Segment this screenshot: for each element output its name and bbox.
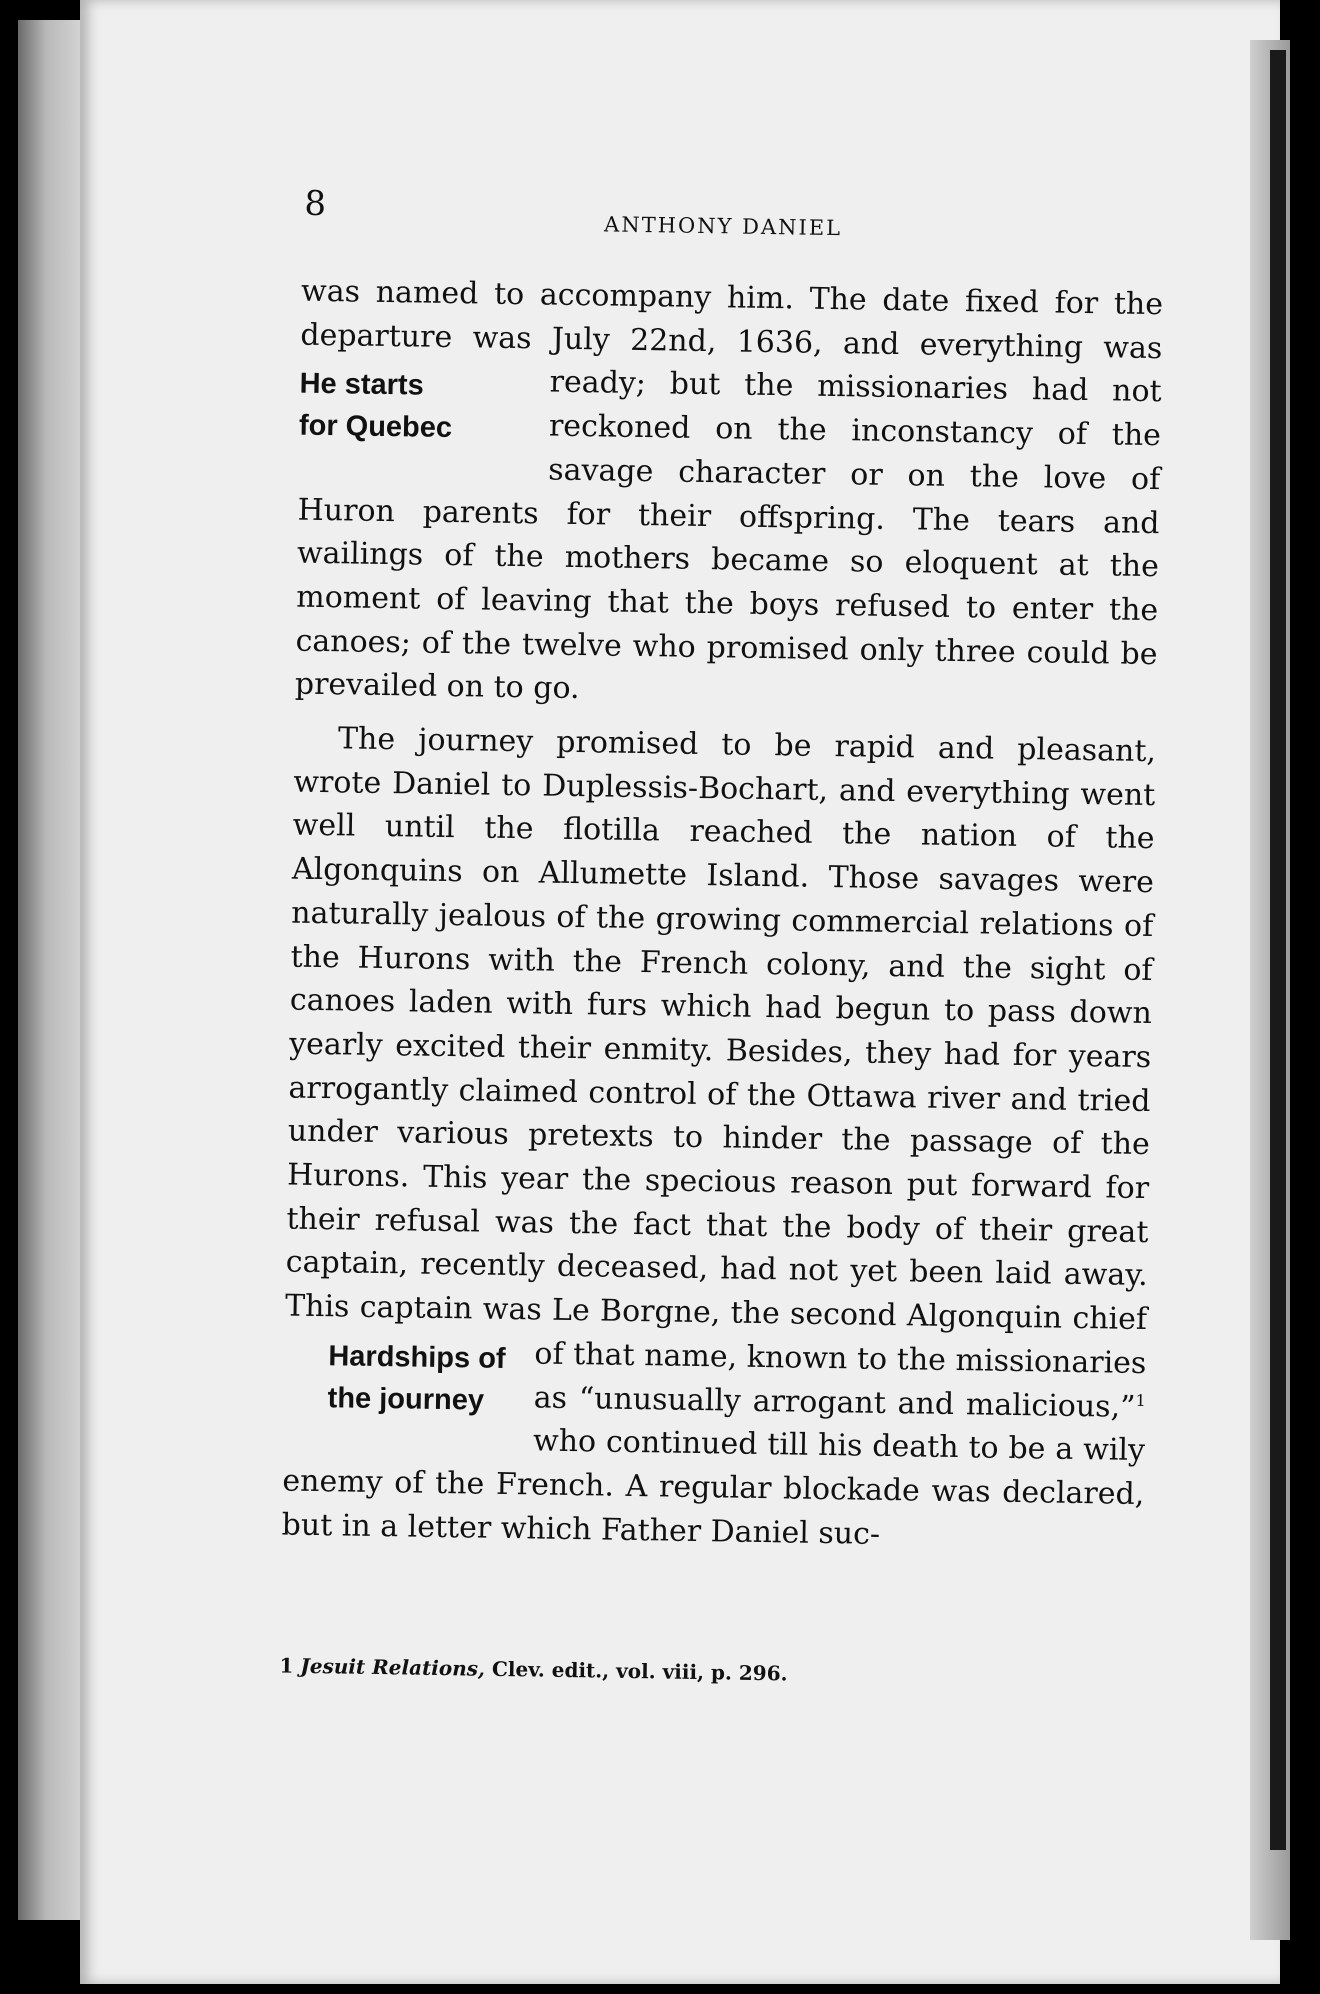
running-title: ANTHONY DANIEL bbox=[603, 212, 843, 241]
footnote-marker: 1 bbox=[1135, 1390, 1146, 1410]
paragraph-2-quote: name, known to the missionaries as “unusually arrogant and malicious,” bbox=[533, 1338, 1147, 1425]
footnote-number: 1 bbox=[279, 1653, 294, 1678]
sidenote-2-line-2: the journey bbox=[327, 1382, 485, 1417]
sidenote-2-line-1: Hardships of bbox=[328, 1340, 506, 1375]
paragraph-2-rest: who continued till his death to be a wily enemy of the French. A regular blockade was declared, but in a letter which Father Daniel suc- bbox=[281, 1423, 1146, 1552]
sidenote-1-line-2: for Quebec bbox=[298, 410, 453, 445]
footnote-source-title: Jesuit Relations, bbox=[300, 1653, 486, 1681]
footnote bbox=[279, 1653, 787, 1685]
paragraph-1-lead: was named to accompany him. The date fixed for the departure was July 22nd, 1636, and everything bbox=[300, 273, 1164, 365]
paragraph-2-lead: The journey promised to be rapid and pleasant, wrote Daniel to Duplessis-Bochart, and everything went well until the flotilla reached the nation of the Algonquins on Allumette Island. Those savages were naturally jealous of the growing commercial relations of the Hurons with the French colony, and the sight of canoes laden with furs which had begun to pass down yearly excited their enmity. Besides, they had for years arrogantly claimed control of the Ottawa river and tried under various pretexts to hinder the passage of the Hurons. This year the specious reason put forward for their refusal was the fact that the body of their great captain, recently deceased, had not yet been laid away. This captain was Le Borgne, the second Algonquin chief of that bbox=[284, 721, 1157, 1373]
sidenote-1-line-1: He starts bbox=[299, 368, 424, 402]
sidenote-hardships bbox=[283, 1328, 535, 1463]
paragraph-2 bbox=[281, 717, 1156, 1561]
paragraph-1 bbox=[295, 270, 1164, 721]
body-text bbox=[281, 270, 1163, 1561]
paragraph-1-rest: was ready; but the missionaries had not reckoned on the inconstancy of the savage character or on the love of Huron parents for their offspring. The tears and wailings of the mothers became so eloquent at the moment of leaving that the boys refused to enter the canoes; of the twelve who promised only three could be prevailed on to go. bbox=[294, 329, 1163, 707]
footnote-citation: Clev. edit., vol. viii, p. 296. bbox=[491, 1656, 788, 1686]
page-number: 8 bbox=[304, 183, 327, 225]
sidenote-he-starts bbox=[298, 357, 550, 492]
